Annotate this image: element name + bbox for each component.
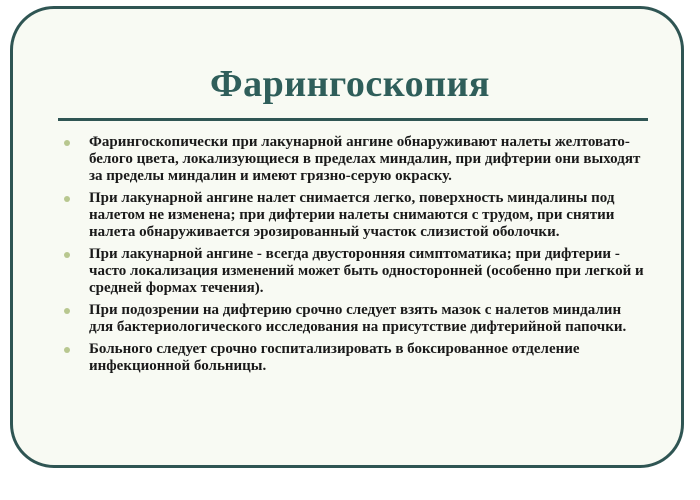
bullet-icon bbox=[64, 196, 70, 202]
bullet-text: Больного следует срочно госпитализировать в боксированное отделение инфекционной больницы. bbox=[89, 341, 580, 374]
bullet-item bbox=[60, 302, 648, 336]
bullet-text: При подозрении на дифтерию срочно следует взять мазок с налетов миндалин для бактериологического исследования на присутствие дифтерийной папочки. bbox=[89, 302, 627, 335]
bullet-text: При лакунарной ангине - всегда двусторонняя симптоматика; при дифтерии - часто локализация изменений может быть односторонней (особенно при легкой и средней формах течения). bbox=[89, 246, 644, 296]
bullet-icon bbox=[64, 347, 70, 353]
bullet-icon bbox=[64, 140, 70, 146]
bullet-item bbox=[60, 190, 648, 241]
bullet-text: При лакунарной ангине налет снимается легко, поверхность миндалины под налетом не изменена; при дифтерии налеты снимаются с трудом, при снятии налета обнаруживается эрозированный участок слизистой оболочки. bbox=[89, 190, 615, 240]
bullet-item bbox=[60, 134, 648, 185]
title-underline bbox=[58, 118, 648, 121]
bullet-item bbox=[60, 341, 648, 375]
bullet-list bbox=[60, 134, 648, 380]
slide-title: Фарингоскопия bbox=[210, 63, 490, 105]
bullet-text: Фарингоскопически при лакунарной ангине обнаруживают налеты желтовато-белого цвета, локализующиеся в пределах миндалин, при дифтерии они выходят за пределы миндалин и имеют грязно-серую окраску. bbox=[89, 134, 641, 184]
bullet-icon bbox=[64, 308, 70, 314]
bullet-icon bbox=[64, 252, 70, 258]
bullet-item bbox=[60, 246, 648, 297]
